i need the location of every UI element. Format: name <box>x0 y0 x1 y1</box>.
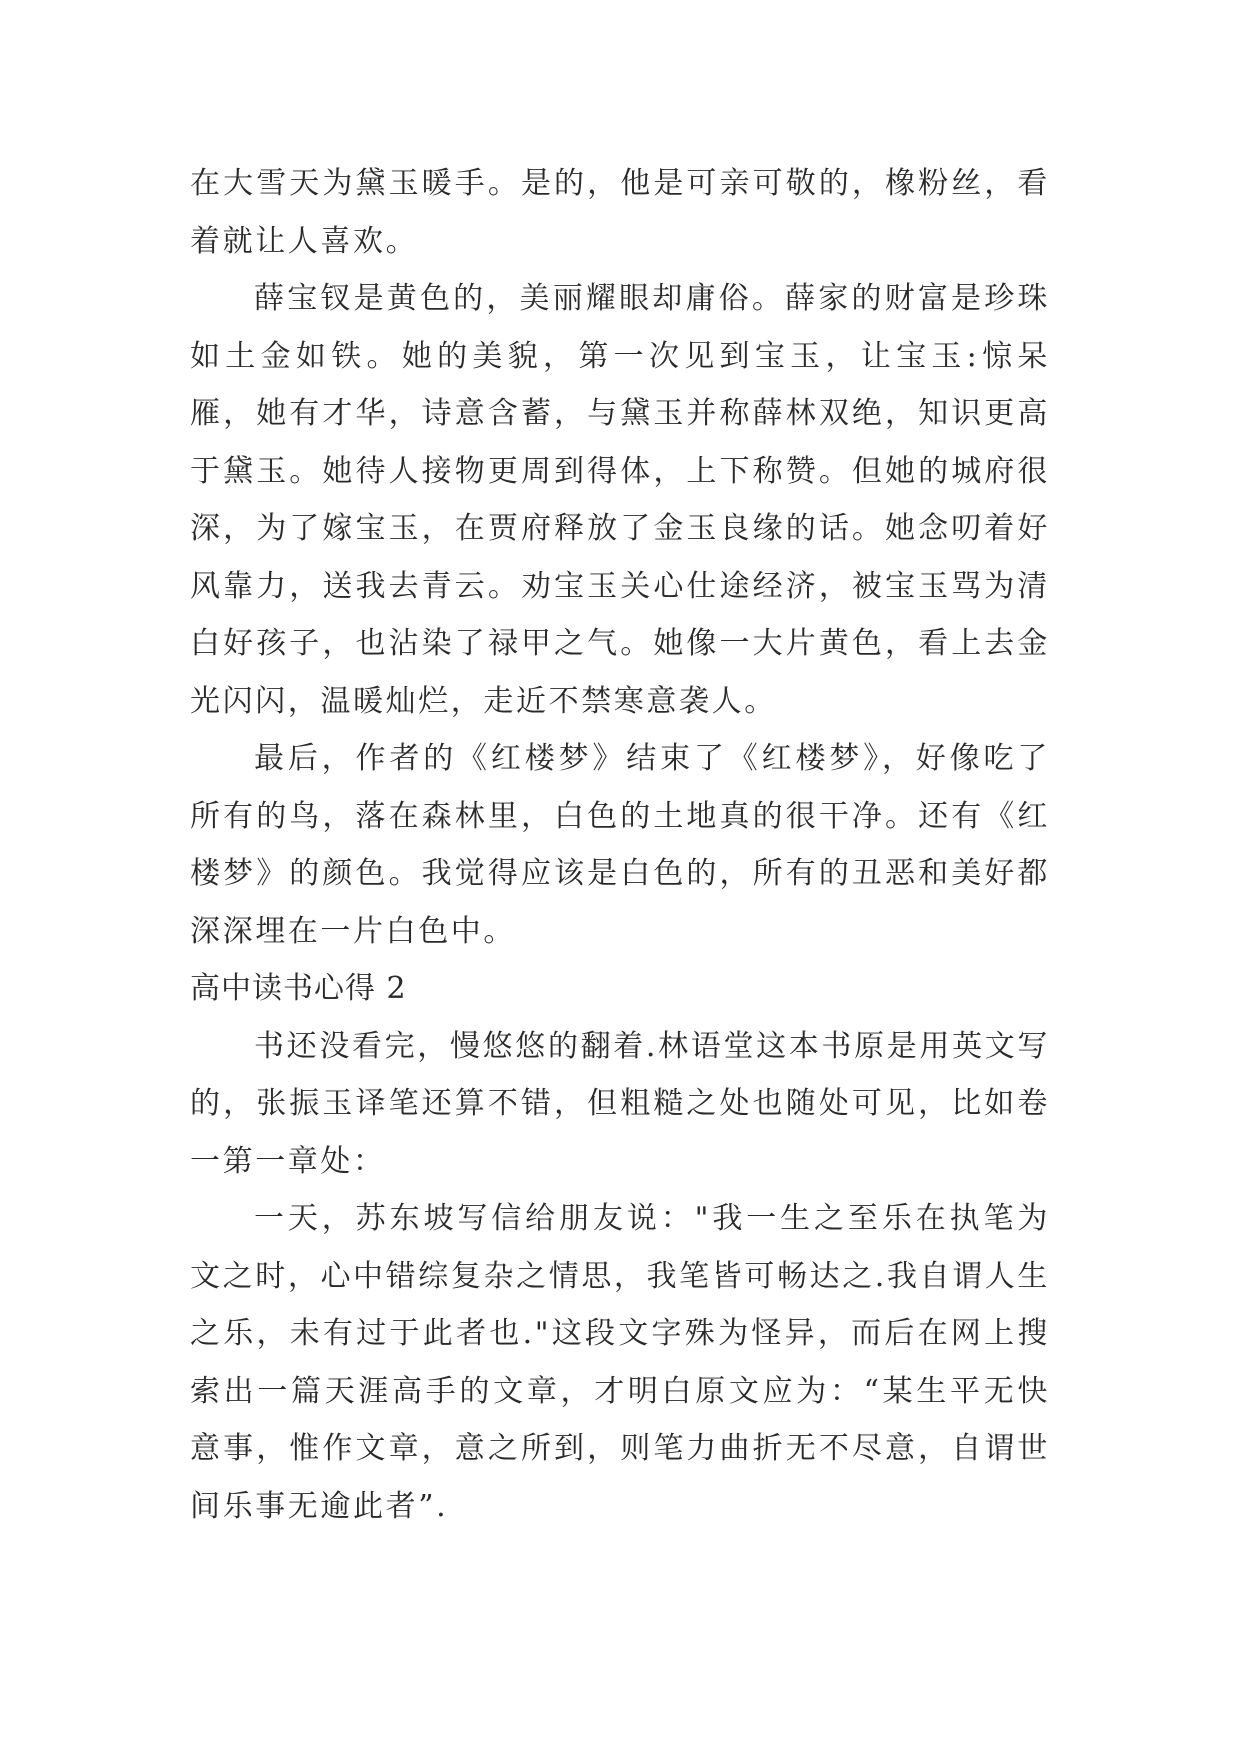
paragraph-lin-yutang-book: 书还没看完，慢悠悠的翻着.林语堂这本书原是用英文写的，张振玉译笔还算不错，但粗糙之处也随处可见，比如卷一第一章处： <box>190 1028 1050 1179</box>
paragraph-su-dongpo-quote: 一天，苏东坡写信给朋友说："我一生之至乐在执笔为文之时，心中错综复杂之情思，我笔皆可畅达之.我自谓人生之乐，未有过于此者也."这段文字殊为怪异，而后在网上搜索出一篇天涯高手的文章，才明白原文应为：“某生平无快意事，惟作文章，意之所到，则笔力曲折无不尽意，自谓世间乐事无逾此者”. <box>190 1201 1050 1524</box>
section-heading: 高中读书心得 2 <box>190 971 407 1006</box>
paragraph-xue-baochai: 薛宝钗是黄色的，美丽耀眼却庸俗。薛家的财富是珍珠如土金如铁。她的美貌，第一次见到宝玉，让宝玉:惊呆雁，她有才华，诗意含蓄，与黛玉并称薛林双绝，知识更高于黛玉。她待人接物更周到得体，上下称赞。但她的城府很深，为了嫁宝玉，在贾府释放了金玉良缘的话。她念叨着好风靠力，送我去青云。劝宝玉关心仕途经济，被宝玉骂为清白好孩子，也沾染了禄甲之气。她像一大片黄色，看上去金光闪闪，温暖灿烂，走近不禁寒意袭人。 <box>190 281 1050 719</box>
paragraph-conclusion: 最后，作者的《红楼梦》结束了《红楼梦》，好像吃了所有的鸟，落在森林里，白色的土地真的很干净。还有《红楼梦》的颜色。我觉得应该是白色的，所有的丑恶和美好都深深埋在一片白色中。 <box>190 741 1050 949</box>
document-body <box>190 155 1050 1535</box>
paragraph-baoyu-ending: 在大雪天为黛玉暖手。是的，他是可亲可敬的，橡粉丝，看着就让人喜欢。 <box>190 166 1050 259</box>
